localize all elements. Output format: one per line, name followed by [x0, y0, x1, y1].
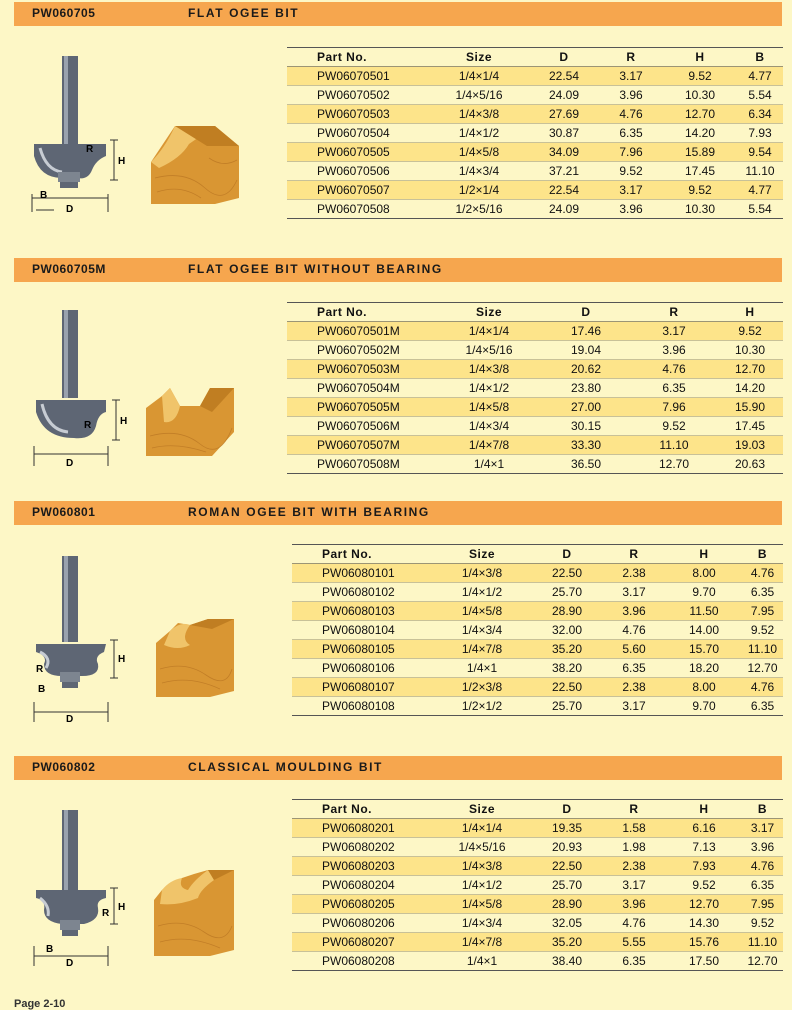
table-row: [287, 341, 783, 360]
spec-cell: 17.50: [666, 952, 742, 971]
spec-cell: 35.20: [532, 933, 602, 952]
spec-cell: 9.52: [742, 621, 783, 640]
dim-label-d: D: [66, 204, 74, 215]
table-row: [287, 398, 783, 417]
spec-cell: 6.16: [666, 819, 742, 838]
col-header: Size: [432, 545, 532, 564]
bit-diagram: [22, 806, 132, 968]
spec-cell: 5.60: [602, 640, 666, 659]
spec-cell: 10.30: [663, 200, 737, 219]
spec-cell: 11.10: [742, 933, 783, 952]
spec-cell: 7.95: [742, 895, 783, 914]
spec-table: [287, 302, 783, 474]
spec-cell: 12.70: [631, 455, 717, 474]
spec-cell: 22.54: [529, 181, 599, 200]
spec-cell: 12.70: [717, 360, 783, 379]
spec-cell: 15.89: [663, 143, 737, 162]
table-row: [287, 181, 783, 200]
spec-cell: 1/4×7/8: [432, 933, 532, 952]
spec-cell: 3.96: [599, 200, 663, 219]
section-code: PW060802: [32, 760, 96, 774]
spec-cell: 20.93: [532, 838, 602, 857]
table-row: [292, 678, 783, 697]
section-header: [14, 501, 782, 525]
part-number-cell: PW06070503: [287, 105, 429, 124]
table-row: [292, 819, 783, 838]
spec-cell: 17.45: [663, 162, 737, 181]
table-row: [292, 640, 783, 659]
spec-cell: 9.52: [666, 876, 742, 895]
spec-cell: 1/2×1/2: [432, 697, 532, 716]
spec-cell: 3.96: [631, 341, 717, 360]
table-row: [287, 86, 783, 105]
spec-cell: 1/4×5/8: [437, 398, 541, 417]
spec-cell: 27.69: [529, 105, 599, 124]
part-number-cell: PW06070508: [287, 200, 429, 219]
table-row: [287, 162, 783, 181]
col-header: H: [717, 303, 783, 322]
part-number-cell: PW06080102: [292, 583, 432, 602]
part-number-cell: PW06070504: [287, 124, 429, 143]
spec-table: [292, 799, 783, 971]
dim-label-r: R: [36, 664, 44, 675]
part-number-cell: PW06080106: [292, 659, 432, 678]
section-title: FLAT OGEE BIT: [188, 6, 300, 20]
spec-cell: 33.30: [541, 436, 631, 455]
spec-cell: 10.30: [717, 341, 783, 360]
part-number-cell: PW06070502M: [287, 341, 437, 360]
part-number-cell: PW06080207: [292, 933, 432, 952]
router-bit-shank: [62, 810, 78, 890]
table-row: [287, 360, 783, 379]
part-number-cell: PW06070506M: [287, 417, 437, 436]
table-row: [292, 564, 783, 583]
spec-cell: 4.76: [742, 678, 783, 697]
part-number-cell: PW06080108: [292, 697, 432, 716]
dim-label-r: R: [102, 908, 110, 919]
spec-cell: 20.62: [541, 360, 631, 379]
spec-cell: 11.10: [631, 436, 717, 455]
spec-cell: 20.63: [717, 455, 783, 474]
table-row: [292, 895, 783, 914]
wood-profile-sample: [148, 866, 240, 958]
spec-cell: 11.50: [666, 602, 742, 621]
section-header: [14, 2, 782, 26]
spec-cell: 1/4×1/2: [429, 124, 529, 143]
spec-cell: 9.70: [666, 583, 742, 602]
spec-cell: 1/4×1/2: [432, 876, 532, 895]
section-header: [14, 756, 782, 780]
part-number-cell: PW06080203: [292, 857, 432, 876]
spec-cell: 24.09: [529, 86, 599, 105]
spec-cell: 1/4×7/8: [432, 640, 532, 659]
spec-cell: 2.38: [602, 678, 666, 697]
spec-table: [287, 47, 783, 219]
table-row: [292, 933, 783, 952]
bearing: [60, 672, 80, 682]
wood-profile-sample: [150, 615, 240, 699]
spec-cell: 35.20: [532, 640, 602, 659]
part-number-cell: PW06070502: [287, 86, 429, 105]
part-number-cell: PW06070505: [287, 143, 429, 162]
spec-cell: 9.52: [717, 322, 783, 341]
spec-cell: 22.50: [532, 678, 602, 697]
dim-label-d: D: [66, 714, 74, 724]
col-header: Size: [437, 303, 541, 322]
table-row: [287, 322, 783, 341]
table-row: [292, 602, 783, 621]
spec-cell: 34.09: [529, 143, 599, 162]
spec-cell: 1/4×5/8: [429, 143, 529, 162]
part-number-cell: PW06070504M: [287, 379, 437, 398]
part-number-cell: PW06070506: [287, 162, 429, 181]
spec-cell: 22.54: [529, 67, 599, 86]
spec-cell: 14.20: [717, 379, 783, 398]
col-header: Part No.: [287, 303, 437, 322]
spec-cell: 3.17: [602, 583, 666, 602]
spec-cell: 12.70: [666, 895, 742, 914]
table-row: [292, 838, 783, 857]
spec-cell: 1/4×5/8: [432, 895, 532, 914]
dim-label-b: B: [46, 944, 54, 955]
spec-cell: 38.40: [532, 952, 602, 971]
spec-cell: 28.90: [532, 602, 602, 621]
spec-cell: 25.70: [532, 697, 602, 716]
table-row: [292, 621, 783, 640]
col-header: B: [742, 800, 783, 819]
spec-cell: 19.03: [717, 436, 783, 455]
spec-cell: 1/4×5/16: [429, 86, 529, 105]
spec-cell: 7.96: [599, 143, 663, 162]
spec-cell: 1/4×3/8: [437, 360, 541, 379]
col-header: Size: [429, 48, 529, 67]
spec-cell: 9.52: [742, 914, 783, 933]
part-number-cell: PW06070508M: [287, 455, 437, 474]
section-code: PW060705: [32, 6, 96, 20]
table-row: [287, 436, 783, 455]
part-number-cell: PW06070507M: [287, 436, 437, 455]
spec-cell: 1/4×3/4: [432, 914, 532, 933]
part-number-cell: PW06070503M: [287, 360, 437, 379]
spec-cell: 4.76: [631, 360, 717, 379]
spec-cell: 3.96: [602, 602, 666, 621]
col-header: D: [529, 48, 599, 67]
spec-cell: 17.46: [541, 322, 631, 341]
dim-label-h: H: [118, 902, 126, 913]
spec-cell: 1/4×3/8: [429, 105, 529, 124]
spec-cell: 1/4×1/2: [432, 583, 532, 602]
dim-label-h: H: [120, 416, 128, 427]
table-row: [287, 105, 783, 124]
spec-cell: 7.93: [666, 857, 742, 876]
spec-cell: 27.00: [541, 398, 631, 417]
spec-cell: 1/4×1/4: [432, 819, 532, 838]
spec-cell: 3.17: [599, 67, 663, 86]
spec-cell: 11.10: [742, 640, 783, 659]
dim-label-h: H: [118, 654, 126, 665]
dim-label-r: R: [86, 144, 94, 155]
spec-cell: 6.34: [737, 105, 783, 124]
spec-cell: 22.50: [532, 857, 602, 876]
spec-cell: 9.52: [663, 181, 737, 200]
spec-cell: 17.45: [717, 417, 783, 436]
router-bit-shank: [62, 56, 78, 144]
spec-cell: 25.70: [532, 583, 602, 602]
part-number-cell: PW06080101: [292, 564, 432, 583]
spec-cell: 1/2×3/8: [432, 678, 532, 697]
section-header: [14, 258, 782, 282]
spec-cell: 3.17: [631, 322, 717, 341]
spec-cell: 6.35: [742, 876, 783, 895]
table-row: [287, 200, 783, 219]
part-number-cell: PW06070505M: [287, 398, 437, 417]
spec-cell: 32.05: [532, 914, 602, 933]
dim-label-b: B: [38, 684, 46, 695]
table-row: [292, 876, 783, 895]
col-header: H: [663, 48, 737, 67]
wood-profile-sample: [140, 378, 240, 460]
router-bit-shank: [62, 310, 78, 398]
spec-cell: 28.90: [532, 895, 602, 914]
col-header: Part No.: [292, 545, 432, 564]
col-header: Part No.: [287, 48, 429, 67]
spec-cell: 1/4×1: [432, 952, 532, 971]
spec-cell: 1/4×1/4: [429, 67, 529, 86]
spec-cell: 8.00: [666, 564, 742, 583]
spec-cell: 1/4×5/16: [432, 838, 532, 857]
router-bit-shank: [62, 556, 78, 642]
spec-cell: 3.17: [742, 819, 783, 838]
col-header: D: [541, 303, 631, 322]
section-title: FLAT OGEE BIT WITHOUT BEARING: [188, 262, 443, 276]
part-number-cell: PW06080105: [292, 640, 432, 659]
spec-cell: 15.70: [666, 640, 742, 659]
table-row: [292, 952, 783, 971]
spec-cell: 3.17: [602, 876, 666, 895]
spec-cell: 32.00: [532, 621, 602, 640]
spec-cell: 1/4×3/4: [432, 621, 532, 640]
spec-cell: 22.50: [532, 564, 602, 583]
spec-cell: 5.54: [737, 86, 783, 105]
spec-cell: 1/2×1/4: [429, 181, 529, 200]
spec-cell: 1.58: [602, 819, 666, 838]
col-header: R: [602, 545, 666, 564]
spec-cell: 19.04: [541, 341, 631, 360]
spec-cell: 23.80: [541, 379, 631, 398]
spec-cell: 12.70: [742, 952, 783, 971]
spec-cell: 1/4×5/16: [437, 341, 541, 360]
table-row: [292, 659, 783, 678]
spec-cell: 30.87: [529, 124, 599, 143]
section-title: ROMAN OGEE BIT WITH BEARING: [188, 505, 430, 519]
spec-table: [292, 544, 783, 716]
spec-cell: 30.15: [541, 417, 631, 436]
spec-cell: 25.70: [532, 876, 602, 895]
spec-cell: 9.70: [666, 697, 742, 716]
spec-cell: 8.00: [666, 678, 742, 697]
col-header: Size: [432, 800, 532, 819]
dim-label-d: D: [66, 458, 74, 469]
spec-cell: 9.52: [663, 67, 737, 86]
table-row: [292, 914, 783, 933]
spec-cell: 2.38: [602, 857, 666, 876]
part-number-cell: PW06080202: [292, 838, 432, 857]
spec-cell: 1/4×5/8: [432, 602, 532, 621]
table-row: [287, 417, 783, 436]
spec-cell: 2.38: [602, 564, 666, 583]
col-header: B: [737, 48, 783, 67]
spec-cell: 38.20: [532, 659, 602, 678]
table-row: [287, 124, 783, 143]
spec-cell: 9.54: [737, 143, 783, 162]
table-row: [292, 583, 783, 602]
spec-cell: 1/4×7/8: [437, 436, 541, 455]
dim-label-h: H: [118, 156, 126, 167]
spec-cell: 3.17: [599, 181, 663, 200]
table-row: [287, 143, 783, 162]
spec-cell: 4.76: [602, 914, 666, 933]
spec-cell: 1/4×3/4: [429, 162, 529, 181]
spec-cell: 6.35: [742, 583, 783, 602]
spec-cell: 7.95: [742, 602, 783, 621]
spec-cell: 1/4×1: [437, 455, 541, 474]
spec-cell: 3.17: [602, 697, 666, 716]
spec-cell: 10.30: [663, 86, 737, 105]
part-number-cell: PW06080206: [292, 914, 432, 933]
spec-cell: 6.35: [742, 697, 783, 716]
spec-cell: 7.93: [737, 124, 783, 143]
part-number-cell: PW06080205: [292, 895, 432, 914]
col-header: H: [666, 800, 742, 819]
page-footer: Page 2-10: [14, 998, 66, 1010]
wood-profile-sample: [145, 118, 247, 204]
spec-cell: 3.96: [599, 86, 663, 105]
spec-cell: 4.77: [737, 181, 783, 200]
part-number-cell: PW06070507: [287, 181, 429, 200]
spec-cell: 14.00: [666, 621, 742, 640]
spec-cell: 19.35: [532, 819, 602, 838]
spec-cell: 6.35: [602, 659, 666, 678]
section-title: CLASSICAL MOULDING BIT: [188, 760, 383, 774]
bit-diagram: [22, 52, 132, 220]
dim-label-r: R: [84, 420, 92, 431]
part-number-cell: PW06080103: [292, 602, 432, 621]
col-header: D: [532, 800, 602, 819]
col-header: B: [742, 545, 783, 564]
spec-cell: 18.20: [666, 659, 742, 678]
spec-cell: 11.10: [737, 162, 783, 181]
spec-cell: 24.09: [529, 200, 599, 219]
spec-cell: 9.52: [599, 162, 663, 181]
spec-cell: 4.76: [742, 564, 783, 583]
spec-cell: 6.35: [602, 952, 666, 971]
spec-cell: 1/4×1/2: [437, 379, 541, 398]
spec-cell: 37.21: [529, 162, 599, 181]
spec-cell: 4.76: [602, 621, 666, 640]
spec-cell: 6.35: [631, 379, 717, 398]
spec-cell: 1/4×3/4: [437, 417, 541, 436]
spec-cell: 7.96: [631, 398, 717, 417]
bearing: [60, 920, 80, 930]
spec-cell: 36.50: [541, 455, 631, 474]
bit-diagram: [22, 306, 132, 472]
spec-cell: 7.13: [666, 838, 742, 857]
dim-label-b: B: [40, 190, 48, 201]
spec-cell: 6.35: [599, 124, 663, 143]
col-header: D: [532, 545, 602, 564]
part-number-cell: PW06070501M: [287, 322, 437, 341]
section-code: PW060705M: [32, 262, 106, 276]
spec-cell: 12.70: [742, 659, 783, 678]
spec-cell: 3.96: [602, 895, 666, 914]
spec-cell: 1/4×3/8: [432, 564, 532, 583]
spec-cell: 4.76: [599, 105, 663, 124]
spec-cell: 3.96: [742, 838, 783, 857]
part-number-cell: PW06080104: [292, 621, 432, 640]
bearing: [58, 172, 80, 182]
part-number-cell: PW06070501: [287, 67, 429, 86]
table-row: [292, 857, 783, 876]
col-header: R: [602, 800, 666, 819]
spec-cell: 1/4×1: [432, 659, 532, 678]
spec-cell: 14.20: [663, 124, 737, 143]
table-row: [287, 379, 783, 398]
spec-cell: 15.90: [717, 398, 783, 417]
spec-cell: 5.55: [602, 933, 666, 952]
spec-cell: 1/4×1/4: [437, 322, 541, 341]
section-code: PW060801: [32, 505, 96, 519]
spec-cell: 1.98: [602, 838, 666, 857]
spec-cell: 4.76: [742, 857, 783, 876]
part-number-cell: PW06080204: [292, 876, 432, 895]
part-number-cell: PW06080201: [292, 819, 432, 838]
spec-cell: 15.76: [666, 933, 742, 952]
table-row: [287, 67, 783, 86]
part-number-cell: PW06080208: [292, 952, 432, 971]
col-header: R: [631, 303, 717, 322]
col-header: H: [666, 545, 742, 564]
spec-cell: 5.54: [737, 200, 783, 219]
spec-cell: 12.70: [663, 105, 737, 124]
table-row: [292, 697, 783, 716]
spec-cell: 14.30: [666, 914, 742, 933]
col-header: R: [599, 48, 663, 67]
spec-cell: 1/2×5/16: [429, 200, 529, 219]
part-number-cell: PW06080107: [292, 678, 432, 697]
table-row: [287, 455, 783, 474]
spec-cell: 1/4×3/8: [432, 857, 532, 876]
spec-cell: 9.52: [631, 417, 717, 436]
spec-cell: 4.77: [737, 67, 783, 86]
col-header: Part No.: [292, 800, 432, 819]
dim-label-d: D: [66, 958, 74, 968]
bit-diagram: [22, 552, 132, 724]
